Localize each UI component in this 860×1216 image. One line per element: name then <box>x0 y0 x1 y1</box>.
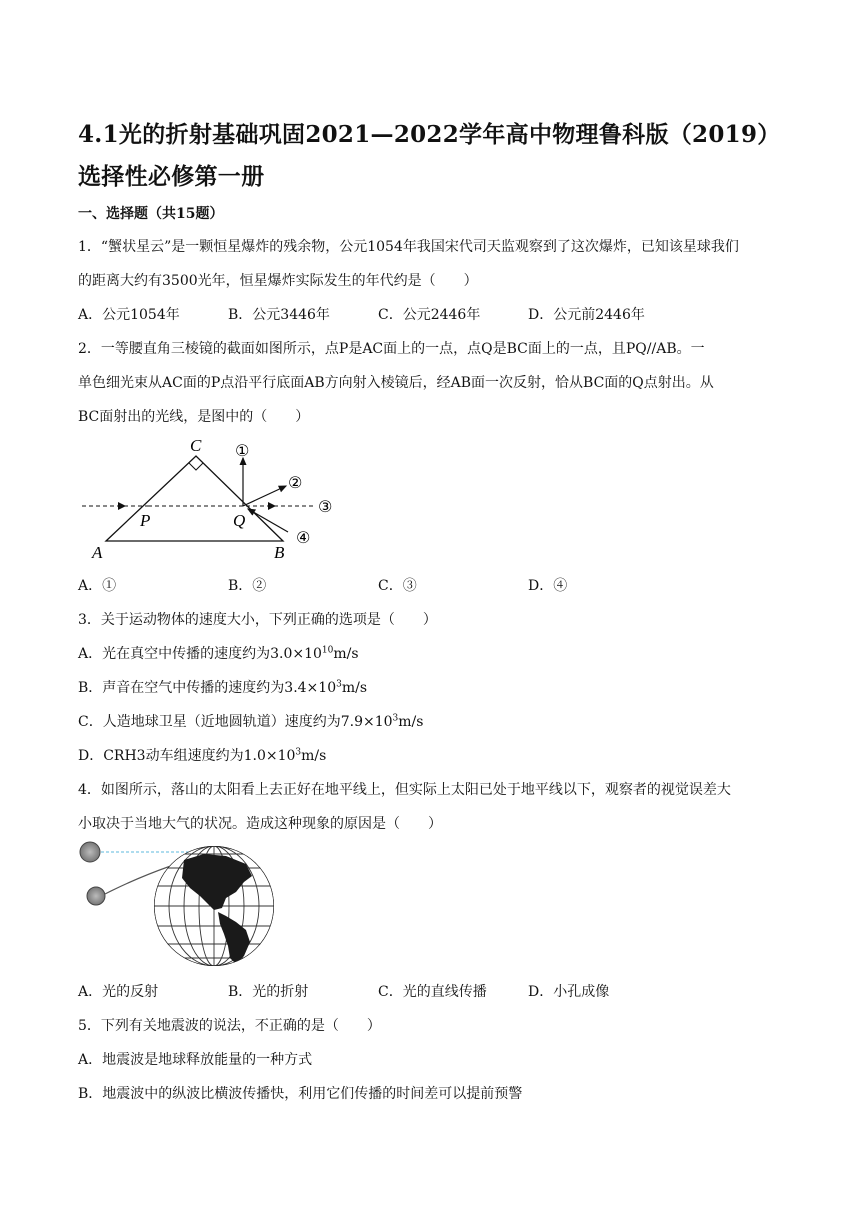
q3-option-a: A．光在真空中传播的速度约为$3.0\times 10^{10}m/s$ <box>78 645 359 662</box>
q3-stem: 3．关于运动物体的速度大小，下列正确的选项是（ ） <box>78 612 437 628</box>
label-c: C <box>190 436 202 455</box>
q2-stem-line3: BC面射出的光线，是图中的（ ） <box>78 409 310 425</box>
q2-option-a: A．① <box>78 578 117 594</box>
q1-option-c: C．公元2446年 <box>378 307 481 323</box>
ray-4 <box>248 509 288 532</box>
q5-stem: 5．下列有关地震波的说法，不正确的是（ ） <box>78 1018 381 1034</box>
q1-option-b: B．公元3446年 <box>228 307 330 323</box>
q3-option-c: C．人造地球卫星（近地圆轨道）速度约为$7.9\times 10^3m/s$ <box>78 713 424 730</box>
q5-option-a: A．地震波是地球释放能量的一种方式 <box>78 1052 313 1068</box>
apparent-sun-icon <box>80 842 100 862</box>
q1-stem-line2: 的距离大约有3500光年，恒星爆炸实际发生的年代约是（ ） <box>78 273 478 289</box>
q3-option-b: B．声音在空气中传播的速度约为$3.4\times 10^3m/s$ <box>78 679 368 696</box>
q1-stem-line1: 1．“蟹状星云”是一颗恒星爆炸的残余物，公元1054年我国宋代司天监观察到了这次爆炸，已知该星球我们 <box>78 239 739 255</box>
label-p: P <box>140 511 151 530</box>
section-heading: 一、选择题（共15题） <box>78 206 224 222</box>
q2-stem-line2: 单色细光束从AC面的P点沿平行底面AB方向射入棱镜后，经AB面一次反射，恰从BC面的Q点射出。从 <box>78 375 714 391</box>
q3-option-d: D．CRH3动车组速度约为$1.0\times 10^3m/s$ <box>78 747 327 764</box>
globe-icon <box>154 846 274 966</box>
q4-option-a: A．光的反射 <box>78 984 159 1000</box>
q2-stem-line1: 2．一等腰直角三棱镜的截面如图所示，点P是AC面上的一点，点Q是BC面上的一点，且PQ//AB。一 <box>78 341 705 357</box>
q1-option-d: D．公元前2446年 <box>528 307 645 323</box>
q4-option-d: D．小孔成像 <box>528 984 610 1000</box>
q4-option-b: B．光的折射 <box>228 984 309 1000</box>
label-a: A <box>92 543 103 562</box>
label-ray-3: ③ <box>318 497 333 516</box>
label-ray-4: ④ <box>296 528 311 547</box>
prism-diagram <box>78 434 348 564</box>
label-ray-2: ② <box>288 473 303 492</box>
q5-option-b: B．地震波中的纵波比横波传播快，利用它们传播的时间差可以提前预警 <box>78 1086 523 1102</box>
q2-option-b: B．② <box>228 578 267 594</box>
label-b: B <box>274 543 285 562</box>
q4-stem-line2: 小取决于当地大气的状况。造成这种现象的原因是（ ） <box>78 816 442 832</box>
q1-option-a: A．公元1054年 <box>78 307 180 323</box>
ray-2 <box>243 486 286 506</box>
q2-option-d: D．④ <box>528 578 568 594</box>
actual-sun-icon <box>87 887 105 905</box>
document-title: 4.1光的折射基础巩固2021—2022学年高中物理鲁科版（2019）选择性必修第一册 <box>78 121 781 190</box>
label-ray-1: ① <box>235 441 250 460</box>
q4-stem-line1: 4．如图所示，落山的太阳看上去正好在地平线上，但实际上太阳已处于地平线以下，观察者的视觉误差大 <box>78 782 731 798</box>
q4-option-c: C．光的直线传播 <box>378 984 487 1000</box>
q2-option-c: C．③ <box>378 578 417 594</box>
sunset-earth-diagram <box>76 838 286 970</box>
label-q: Q <box>233 511 246 530</box>
